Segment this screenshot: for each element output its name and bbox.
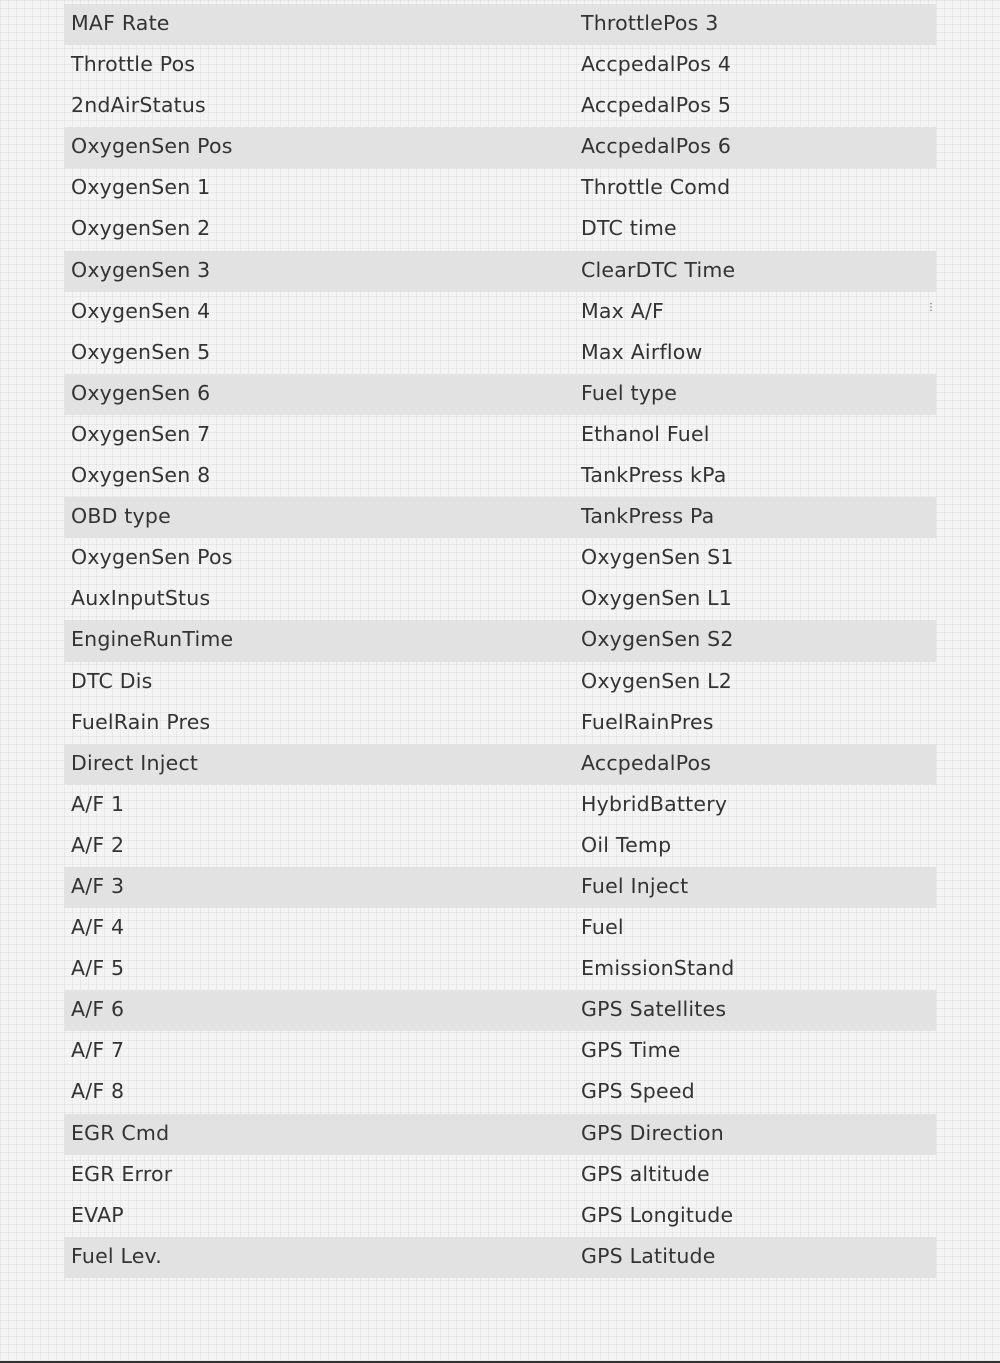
pid-label-right: AccpedalPos 6	[581, 134, 732, 159]
table-row	[64, 662, 936, 703]
pid-label-left: OxygenSen 2	[71, 216, 211, 241]
pid-label-left: EGR Error	[71, 1161, 173, 1186]
pid-label-right: HybridBattery	[581, 791, 728, 816]
pid-label-left: EVAP	[71, 1202, 124, 1227]
pid-label-right: ThrottlePos 3	[581, 11, 719, 35]
stray-mark: ⋮	[926, 302, 936, 313]
table-row	[64, 333, 936, 374]
pid-label-left: DTC Dis	[71, 668, 153, 693]
table-row	[64, 127, 936, 168]
pid-label-right: Oil Temp	[581, 832, 672, 857]
pid-label-left: MAF Rate	[71, 11, 170, 35]
pid-label-right: FuelRainPres	[581, 709, 714, 734]
pid-label-left: OxygenSen 4	[71, 298, 211, 323]
table-row	[64, 45, 936, 86]
table-row	[64, 456, 936, 497]
table-row	[64, 1155, 936, 1196]
table-row	[64, 168, 936, 209]
pid-label-left: Throttle Pos	[71, 52, 196, 77]
table-row	[64, 990, 936, 1031]
pid-label-right: OxygenSen S2	[581, 627, 734, 652]
pid-label-left: OxygenSen Pos	[71, 134, 233, 159]
pid-label-left: A/F 4	[71, 915, 125, 940]
pid-label-left: FuelRain Pres	[71, 709, 211, 734]
table-row	[64, 1237, 936, 1278]
pid-label-right: GPS Satellites	[581, 997, 727, 1022]
table-row	[64, 86, 936, 127]
table-row	[64, 1072, 936, 1113]
pid-label-right: GPS Direction	[581, 1120, 724, 1145]
pid-label-right: TankPress Pa	[581, 504, 715, 529]
pid-label-right: AccpedalPos	[581, 750, 712, 775]
pid-label-right: AccpedalPos 5	[581, 93, 732, 118]
pid-label-left: OxygenSen 1	[71, 175, 211, 200]
table-row	[64, 949, 936, 990]
pid-label-left: A/F 7	[71, 1038, 125, 1063]
table-row	[64, 703, 936, 744]
pid-label-left: A/F 6	[71, 997, 125, 1022]
pid-label-left: OxygenSen 5	[71, 339, 211, 364]
table-row	[64, 620, 936, 661]
table-row	[64, 374, 936, 415]
table-row	[64, 209, 936, 250]
table-row	[64, 292, 936, 333]
pid-label-left: A/F 1	[71, 791, 125, 816]
table-row	[64, 1031, 936, 1072]
pid-label-left: AuxInputStus	[71, 586, 211, 611]
table-row	[64, 579, 936, 620]
pid-label-left: OBD type	[71, 504, 171, 529]
pid-label-right: GPS Time	[581, 1038, 681, 1063]
pid-label-right: EmissionStand	[581, 956, 735, 981]
table-row	[64, 826, 936, 867]
pid-label-left: EGR Cmd	[71, 1120, 170, 1145]
pid-label-right: Max Airflow	[581, 339, 703, 364]
table-row	[64, 1114, 936, 1155]
pid-label-right: GPS altitude	[581, 1161, 710, 1186]
table-row	[64, 785, 936, 826]
pid-label-right: ClearDTC Time	[581, 257, 736, 282]
table-row	[64, 4, 936, 45]
pid-label-right: OxygenSen L2	[581, 668, 733, 693]
pid-label-right: Max A/F	[581, 298, 665, 323]
table-row	[64, 497, 936, 538]
table-row	[64, 908, 936, 949]
table-row	[64, 251, 936, 292]
table-row	[64, 744, 936, 785]
pid-label-left: OxygenSen 6	[71, 380, 211, 405]
pid-label-left: A/F 5	[71, 956, 125, 981]
pid-list-table	[64, 4, 936, 1278]
pid-label-left: OxygenSen 7	[71, 421, 211, 446]
pid-label-right: GPS Latitude	[581, 1243, 716, 1268]
pid-label-left: OxygenSen Pos	[71, 545, 233, 570]
pid-label-left: Direct Inject	[71, 750, 199, 775]
pid-label-right: Ethanol Fuel	[581, 421, 710, 446]
pid-label-right: Fuel type	[581, 380, 678, 405]
pid-label-left: EngineRunTime	[71, 627, 234, 652]
pid-label-left: A/F 8	[71, 1079, 125, 1104]
pid-label-right: Fuel Inject	[581, 873, 689, 898]
pid-label-right: Throttle Comd	[581, 175, 731, 200]
pid-label-right: TankPress kPa	[581, 463, 727, 488]
table-row	[64, 538, 936, 579]
pid-label-right: GPS Speed	[581, 1079, 695, 1104]
pid-label-left: Fuel Lev.	[71, 1243, 163, 1268]
pid-label-left: A/F 2	[71, 832, 125, 857]
pid-label-right: GPS Longitude	[581, 1202, 734, 1227]
pid-label-left: OxygenSen 3	[71, 257, 211, 282]
pid-label-right: OxygenSen S1	[581, 545, 734, 570]
pid-label-right: OxygenSen L1	[581, 586, 733, 611]
pid-label-left: 2ndAirStatus	[71, 93, 206, 118]
table-row	[64, 1196, 936, 1237]
pid-label-right: DTC time	[581, 216, 677, 241]
pid-label-right: Fuel	[581, 915, 624, 940]
table-row	[64, 867, 936, 908]
pid-label-left: OxygenSen 8	[71, 463, 211, 488]
table-row	[64, 415, 936, 456]
pid-label-right: AccpedalPos 4	[581, 52, 732, 77]
pid-label-left: A/F 3	[71, 873, 125, 898]
